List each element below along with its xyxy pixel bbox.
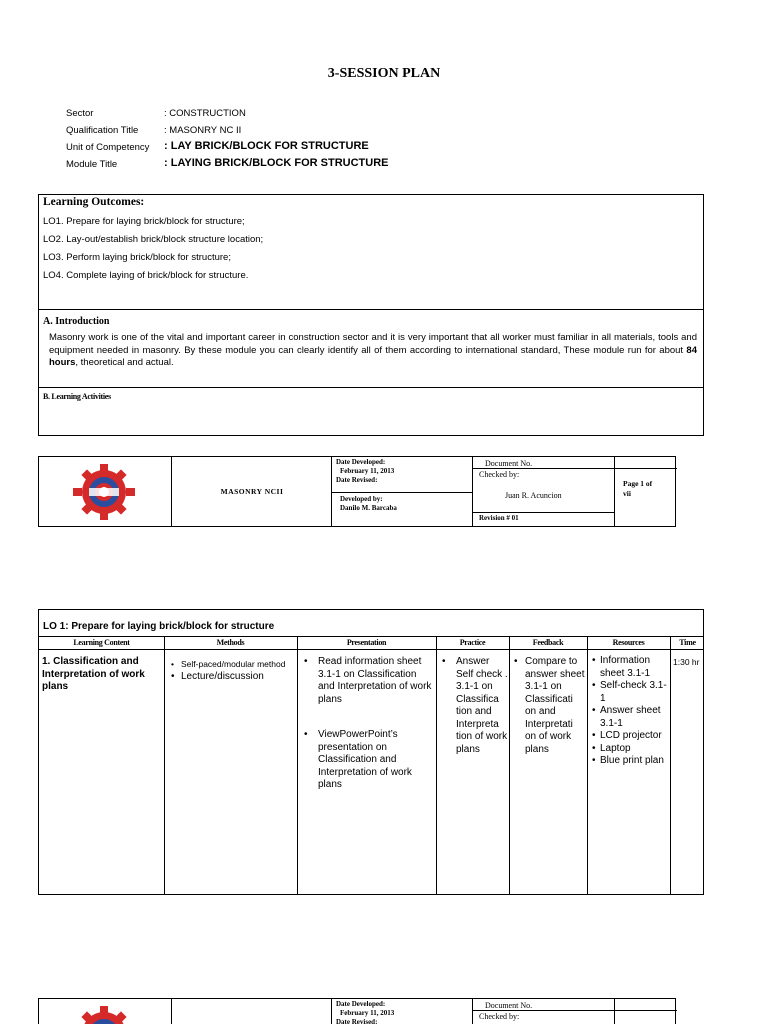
list-item: • LCD projector <box>590 730 670 743</box>
feedback-cell <box>512 656 586 756</box>
date-developed-label: Date Developed: <box>336 458 386 466</box>
logo-cell <box>39 999 172 1024</box>
introduction-text-end: , theoretical and actual. <box>75 357 174 368</box>
learning-outcomes-title: Learning Outcomes: <box>43 196 145 208</box>
module-cell <box>172 457 332 526</box>
column-header: Resources <box>612 638 645 647</box>
introduction-hours: 84 hours <box>49 344 697 368</box>
column-divider <box>164 637 165 894</box>
page-cell <box>615 999 677 1024</box>
presentation-cell <box>302 656 432 792</box>
date-revised-label: Date Revised: <box>336 476 378 484</box>
logo-cell <box>39 457 172 526</box>
checked-by-label: Checked by: <box>479 1012 520 1021</box>
checked-by-label: Checked by: <box>479 470 520 479</box>
list-item: • Information sheet 3.1-1 <box>590 655 670 680</box>
learning-activities-title: B. Learning Activities <box>43 392 111 401</box>
learning-outcome-item: LO1. Prepare for laying brick/block for structure; <box>43 216 245 227</box>
page-total: vii <box>623 489 631 498</box>
meta-key: Unit of Competency <box>66 142 150 153</box>
list-item: • Laptop <box>590 743 670 756</box>
dates-cell <box>332 457 473 526</box>
list-item: • Answer sheet 3.1-1 <box>590 705 670 730</box>
page-title: 3-SESSION PLAN <box>327 66 441 81</box>
learning-outcome-item: LO4. Complete laying of brick/block for structure. <box>43 270 249 281</box>
column-header: Time <box>679 638 696 647</box>
document-no-label: Document No. <box>485 1001 533 1010</box>
page-label: Page 1 of <box>623 479 653 488</box>
developed-by-label: Developed by: <box>340 495 383 503</box>
module-label: MASONRY NCII <box>220 487 284 496</box>
list-item: • Compare to answer sheet 3.1-1 on Classificati on and Interpretati on of work plans <box>512 656 586 756</box>
learning-outcome-item: LO2. Lay-out/establish brick/block structure location; <box>43 234 264 245</box>
column-header: Presentation <box>346 638 387 647</box>
list-item: • ViewPowerPoint’s presentation on Classification and Interpretation of work plans <box>302 729 432 792</box>
divider <box>473 512 614 513</box>
meta-key: Module Title <box>66 159 118 170</box>
date-developed: February 11, 2013 <box>340 467 395 475</box>
learning-outcome-item: LO3. Perform laying brick/block for structure; <box>43 252 231 263</box>
document-header-block-repeat <box>38 998 676 1024</box>
divider <box>332 492 472 493</box>
list-item: • Answer Self check . 3.1-1 on Classifica tion and Interpreta tion of work plans <box>440 656 508 756</box>
meta-value: : CONSTRUCTION <box>164 108 246 119</box>
divider <box>39 636 703 637</box>
divider <box>615 1010 677 1011</box>
column-divider <box>297 637 298 894</box>
divider <box>473 1010 614 1011</box>
document-header-block <box>38 456 676 527</box>
divider <box>39 649 703 650</box>
lo1-table <box>38 609 704 895</box>
methods-cell <box>169 658 295 683</box>
dates-cell <box>332 999 473 1024</box>
gear-logo-icon <box>69 462 139 522</box>
developed-by: Danilo M. Barcaba <box>340 504 397 512</box>
meta-key: Qualification Title <box>66 125 139 136</box>
divider <box>473 468 614 469</box>
column-header: Feedback <box>532 638 564 647</box>
learning-content-cell: 1. Classification and Interpretation of work plans <box>42 656 145 692</box>
column-divider <box>509 637 510 894</box>
list-item: • Read information sheet 3.1-1 on Classification and Interpretation of work plans <box>302 656 432 706</box>
column-divider <box>587 637 588 894</box>
column-divider <box>670 637 671 894</box>
checked-by: Juan R. Acuncion <box>505 491 562 500</box>
time-cell: 1:30 hr <box>673 657 700 667</box>
learning-outcomes-box <box>38 194 704 310</box>
page-cell <box>615 457 677 526</box>
page-number <box>623 479 652 499</box>
learning-activities-box <box>38 388 704 436</box>
column-divider <box>436 637 437 894</box>
introduction-title: A. Introduction <box>43 316 110 327</box>
column-header: Practice <box>459 638 486 647</box>
revision-number: Revision # 01 <box>479 514 519 522</box>
document-no-label: Document No. <box>485 459 533 468</box>
list-item: • Self-check 3.1-1 <box>590 680 670 705</box>
gear-logo-icon <box>69 1004 139 1024</box>
list-item: • Blue print plan <box>590 755 670 768</box>
introduction-text: Masonry work is one of the vital and important career in construction sector and it is very important that all worker must familiar in all materials, tools and equipment needed in masonry. By these module you can clearly identify all of them according to international standard, These module run for about <box>49 332 697 356</box>
divider <box>615 468 677 469</box>
date-revised-label: Date Revised: <box>336 1018 378 1024</box>
introduction-body <box>49 332 697 370</box>
lo1-title: LO 1: Prepare for laying brick/block for structure <box>43 621 275 632</box>
meta-value: : MASONRY NC II <box>164 125 242 136</box>
practice-cell <box>440 656 508 756</box>
document-cell <box>473 999 615 1024</box>
introduction-box <box>38 310 704 388</box>
module-cell <box>172 999 332 1024</box>
meta-value: : LAY BRICK/BLOCK FOR STRUCTURE <box>164 140 369 152</box>
column-header: Learning Content <box>73 638 130 647</box>
list-item: • Self-paced/modular method <box>169 658 295 671</box>
meta-value: : LAYING BRICK/BLOCK FOR STRUCTURE <box>164 157 389 169</box>
resources-cell <box>590 655 670 768</box>
date-developed: February 11, 2013 <box>340 1009 395 1017</box>
document-cell <box>473 457 615 526</box>
column-header: Methods <box>216 638 245 647</box>
list-item: • Lecture/discussion <box>169 671 295 684</box>
date-developed-label: Date Developed: <box>336 1000 386 1008</box>
meta-key: Sector <box>66 108 94 119</box>
